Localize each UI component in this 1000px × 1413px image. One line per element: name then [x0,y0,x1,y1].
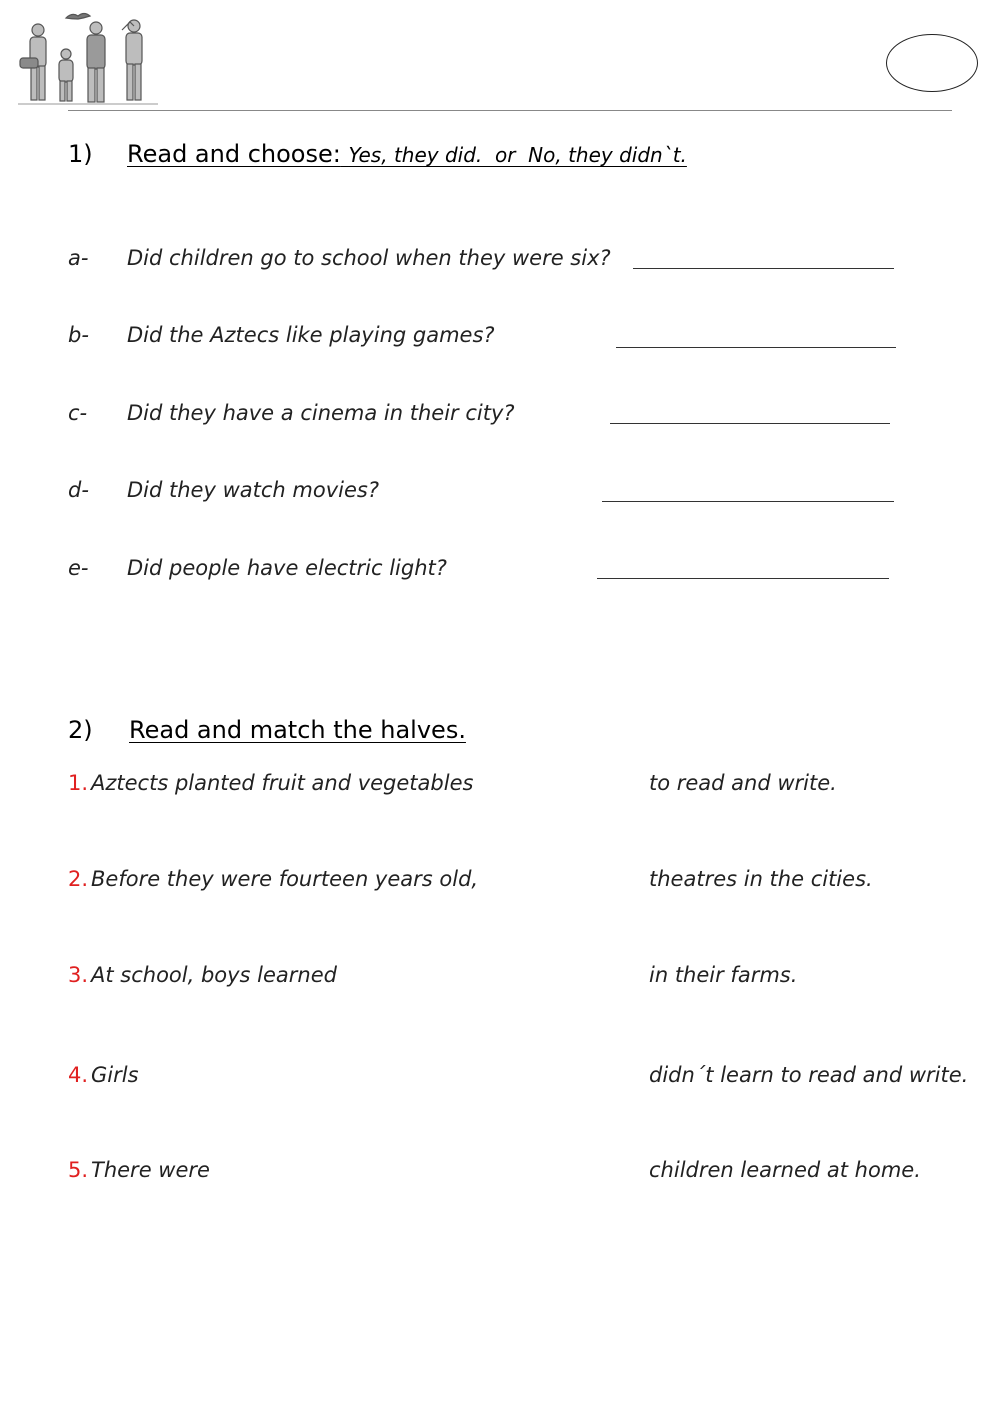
question-text: Did they watch movies? [127,478,379,502]
section1-title-text: Read and choose: [127,140,341,168]
header-divider [68,110,952,111]
question-letter: b- [68,323,89,347]
section1-title [127,140,687,168]
question-text: Did people have electric light? [127,556,447,580]
question-text: Did the Aztecs like playing games? [127,323,495,347]
children-illustration-icon [18,8,158,108]
match-number: 5. [68,1158,89,1182]
match-number: 3. [68,963,89,987]
question-letter: a- [68,246,89,270]
score-oval-icon [886,34,978,92]
match-left-text[interactable]: Girls [91,1063,139,1087]
section1-number: 1) [68,140,93,168]
match-right-text[interactable]: children learned at home. [649,1158,921,1182]
match-right-text[interactable]: to read and write. [649,771,837,795]
answer-line[interactable] [597,578,889,579]
section2-number: 2) [68,716,93,744]
match-left-text[interactable]: There were [91,1158,210,1182]
match-right-text[interactable]: theatres in the cities. [649,867,873,891]
match-right-text[interactable]: in their farms. [649,963,798,987]
question-letter: e- [68,556,89,580]
match-number: 4. [68,1063,89,1087]
answer-line[interactable] [633,268,894,269]
question-text: Did they have a cinema in their city? [127,401,515,425]
match-number: 1. [68,771,89,795]
answer-line[interactable] [616,347,896,348]
question-text: Did children go to school when they were six? [127,246,611,270]
answer-line[interactable] [610,423,890,424]
match-number: 2. [68,867,89,891]
section1-options: Yes, they did. or No, they didn`t. [348,143,687,167]
match-left-text[interactable]: Before they were fourteen years old, [91,867,479,891]
match-left-text[interactable]: At school, boys learned [91,963,337,987]
answer-line[interactable] [602,501,894,502]
question-letter: d- [68,478,89,502]
match-right-text[interactable]: didn´t learn to read and write. [649,1063,969,1087]
match-left-text[interactable]: Aztects planted fruit and vegetables [91,771,474,795]
section2-title: Read and match the halves. [129,716,466,744]
question-letter: c- [68,401,88,425]
